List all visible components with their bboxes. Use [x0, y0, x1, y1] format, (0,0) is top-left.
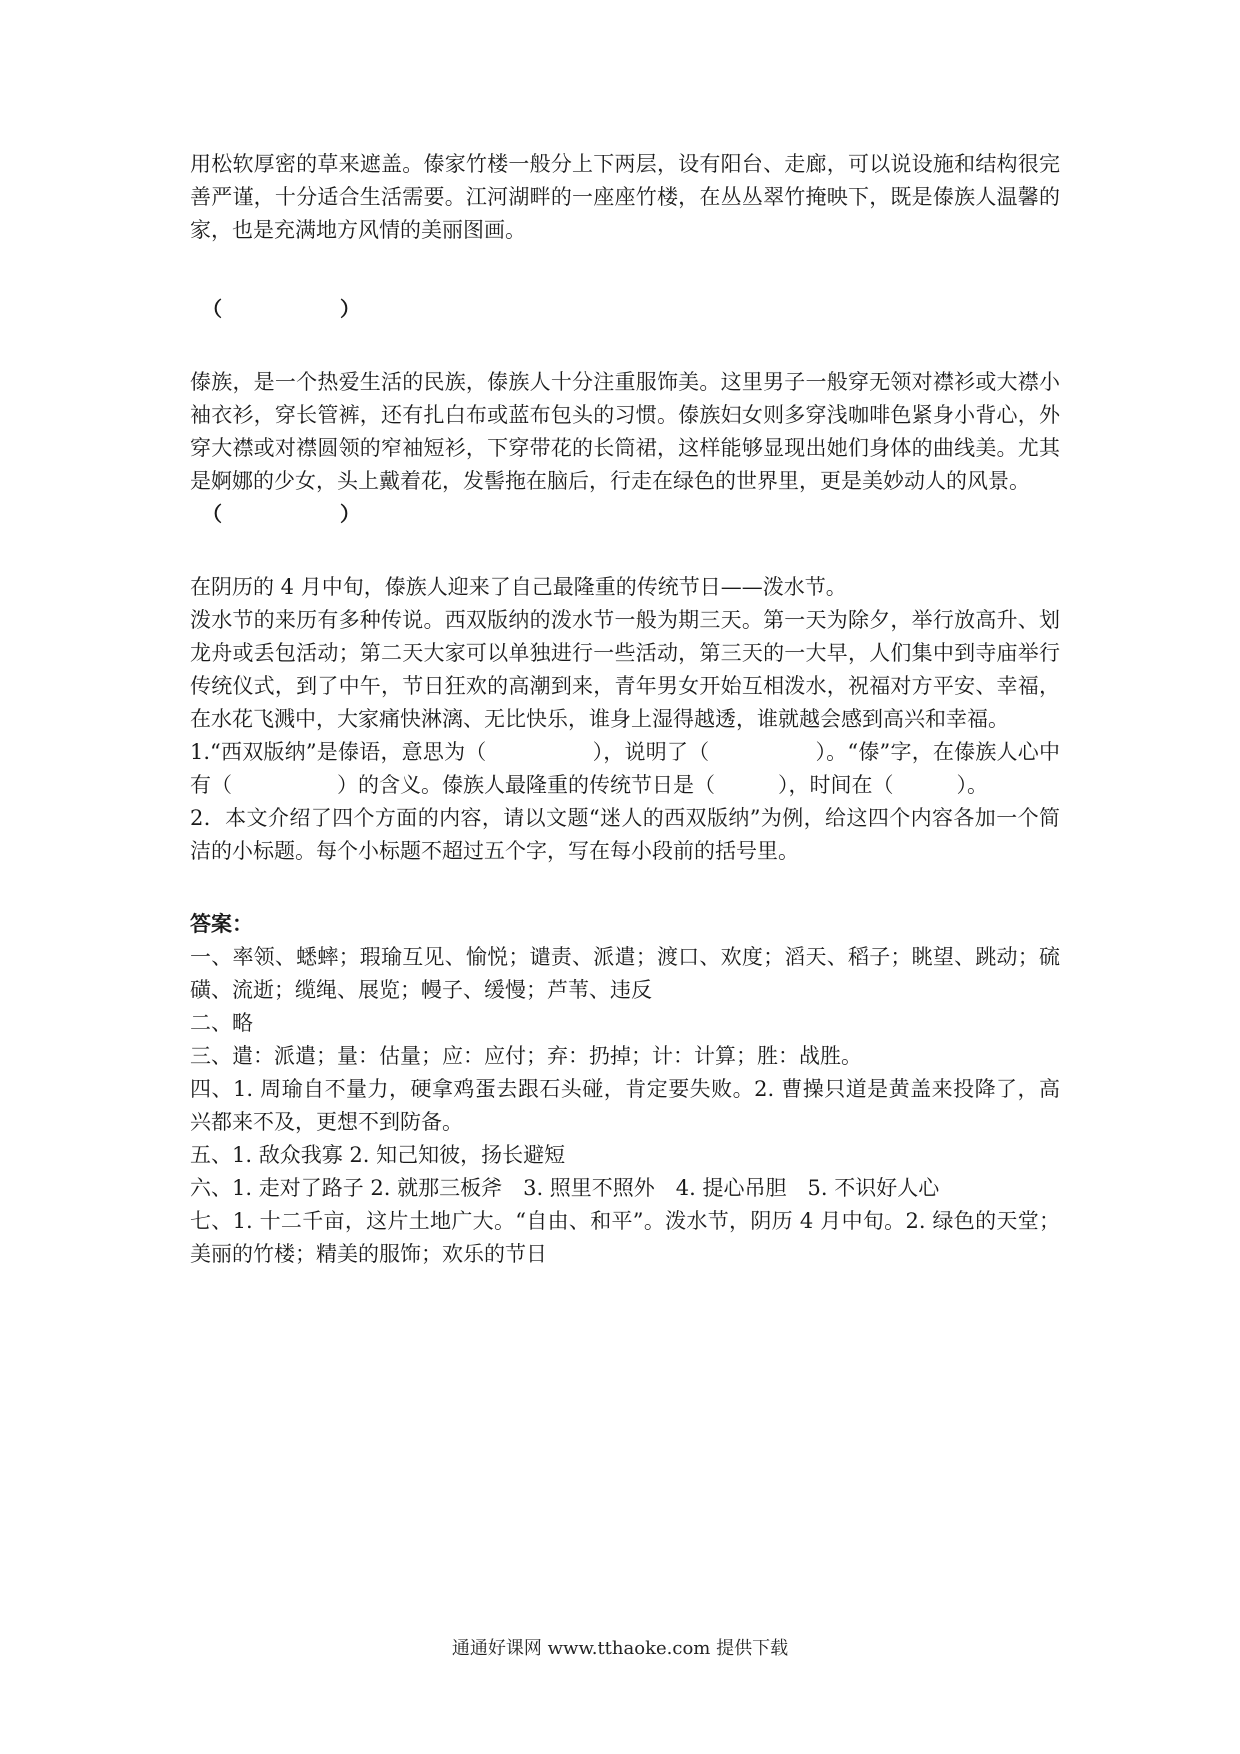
blank-open-paren: （: [202, 502, 222, 526]
document-body: [190, 148, 1060, 1271]
paragraph-bamboo-house: 用松软厚密的草来遮盖。傣家竹楼一般分上下两层，设有阳台、走廊，可以说设施和结构很完善严谨，十分适合生活需要。江河湖畔的一座座竹楼，在丛丛翠竹掩映下，既是傣族人温馨的家，也是充满地方风情的美丽图画。: [190, 152, 1060, 242]
blank-close-paren: ）: [340, 502, 360, 526]
subtitle-blank-2: [190, 293, 1060, 326]
paragraph-festival-detail: 泼水节的来历有多种传说。西双版纳的泼水节一般为期三天。第一天为除夕，举行放高升、划龙舟或丢包活动；第二天大家可以单独进行一些活动，第三天的一大早，人们集中到寺庙举行传统仪式，到了中午，节日狂欢的高潮到来，青年男女开始互相泼水，祝福对方平安、幸福，在水花飞溅中，大家痛快淋漓、无比快乐，谁身上湿得越透，谁就越会感到高兴和幸福。: [190, 608, 1060, 731]
blank-close-paren: ）: [340, 297, 360, 321]
answer-2: 二、略: [190, 1011, 253, 1035]
page-footer: 通通好课网 www.tthaoke.com 提供下载: [451, 1638, 789, 1659]
answer-6: 六、1. 走对了路子 2. 就那三板斧 3. 照里不照外 4. 提心吊胆 5. 不识好人心: [190, 1176, 940, 1200]
answers-title: 答案：: [190, 912, 253, 936]
question-2: 2．本文介绍了四个方面的内容，请以文题“迷人的西双版纳”为例，给这四个内容各加一个简洁的小标题。每个小标题不超过五个字，写在每小段前的括号里。: [190, 806, 1060, 863]
answer-1: 一、率领、蟋蟀；瑕瑜互见、愉悦；谴责、派遣；渡口、欢度；滔天、稻子；眺望、跳动；硫磺、流逝；缆绳、展览；幔子、缓慢；芦苇、违反: [190, 945, 1060, 1002]
subtitle-blank-3: [190, 498, 1060, 531]
answer-4: 四、1. 周瑜自不量力，硬拿鸡蛋去跟石头碰，肯定要失败。2. 曹操只道是黄盖来投降了，高兴都来不及，更想不到防备。: [190, 1077, 1060, 1134]
answer-3: 三、遣：派遣；量：估量；应：应付；弃：扔掉；计：计算；胜：战胜。: [190, 1044, 862, 1068]
answer-7: 七、1. 十二千亩，这片土地广大。“自由、和平”。泼水节，阴历 4 月中旬。2. 绿色的天堂；美丽的竹楼；精美的服饰；欢乐的节日: [190, 1209, 1060, 1266]
question-1: 1.“西双版纳”是傣语，意思为（ ），说明了（ ）。“傣”字，在傣族人心中有（ ）的含义。傣族人最隆重的传统节日是（ ），时间在（ ）。: [190, 740, 1060, 797]
paragraph-clothing: 傣族，是一个热爱生活的民族，傣族人十分注重服饰美。这里男子一般穿无领对襟衫或大襟小袖衣衫，穿长管裤，还有扎白布或蓝布包头的习惯。傣族妇女则多穿浅咖啡色紧身小背心，外穿大襟或对襟圆领的窄袖短衫，下穿带花的长筒裙，这样能够显现出她们身体的曲线美。尤其是婀娜的少女，头上戴着花，发髻拖在脑后，行走在绿色的世界里，更是美妙动人的风景。: [190, 370, 1060, 493]
answer-5: 五、1. 敌众我寡 2. 知己知彼，扬长避短: [190, 1143, 566, 1167]
paragraph-festival-intro: 在阴历的 4 月中旬，傣族人迎来了自己最隆重的传统节日——泼水节。: [190, 575, 847, 599]
blank-open-paren: （: [202, 297, 222, 321]
